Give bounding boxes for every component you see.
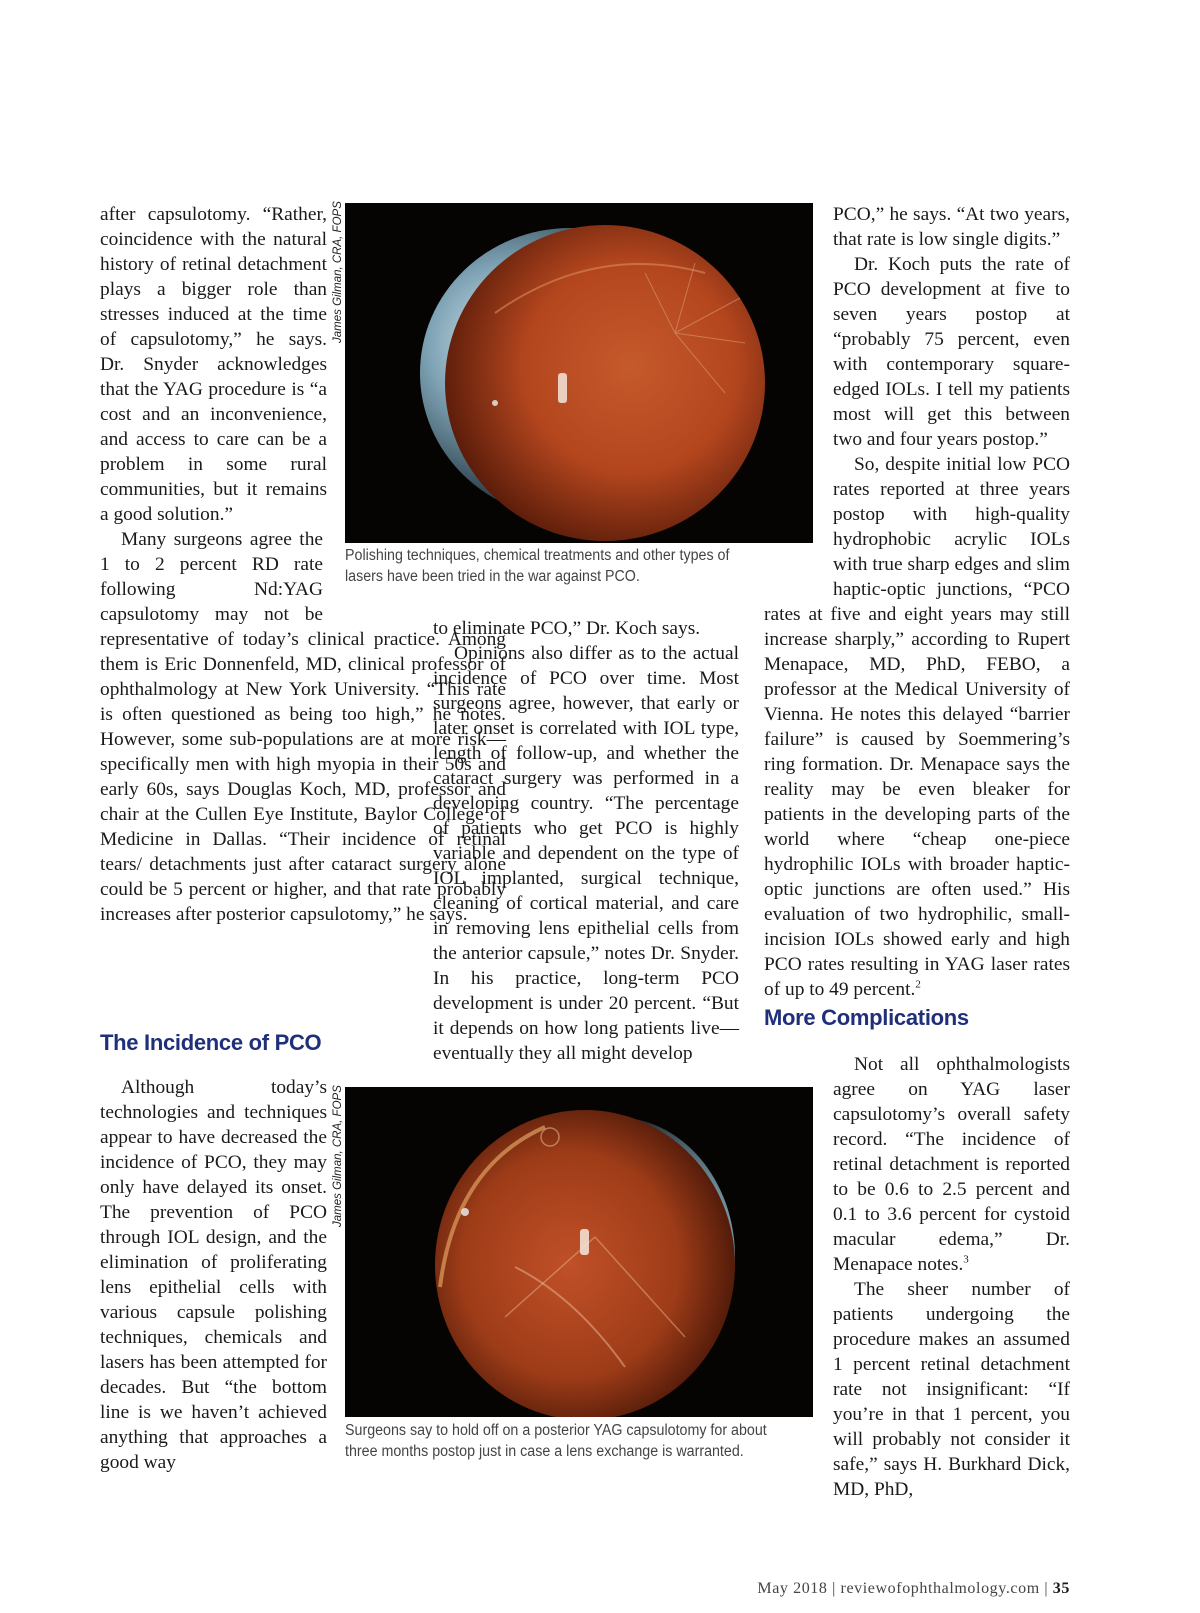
col3-paragraph-4 (833, 1052, 1070, 1277)
figure-1-caption (345, 545, 729, 587)
col2-paragraph-1: to eliminate PCO,” Dr. Koch says. (433, 618, 701, 639)
figure-1-credit: James Gilman, CRA, FOPS (332, 201, 344, 343)
figure-2-caption-line-1: Surgeons say to hold off on a posterior YAG capsulotomy for about (345, 1422, 767, 1439)
col2-paragraph-2: Opinions also differ as to the actual incidence of PCO over time. Most surgeons agree, however, that early or later onset is correlated with IOL type, length of follow-up, and whether the cataract surgery was performed in a developing country. “The percentage of patients who get PCO is highly variable and dependent on the type of IOL implanted, surgical technique, cleaning of cortical material, and care in removing lens epithelial cells from the anterior capsule,” notes Dr. Snyder. In his practice, long-term PCO development is under 20 percent. “But it depends on how long patients live—eventually they all might develop (433, 643, 739, 1064)
col3-paragraph-3-text: So, despite initial low PCO rates reported at three years postop with high-quality hydrophobic acrylic IOLs with true sharp edges and slim haptic-optic junctions, “PCO rates at five and eight years may still increase sharply,” according to Rupert Menapace, MD, PhD, FEBO, a professor at the Medical University of Vienna. He notes this delayed “barrier failure” is caused by Soemmering’s ring formation. Dr. Menapace says the reality may be even bleaker for patients in the developing parts of the world where “cheap one-piece hydrophilic IOLs with broader haptic-optic junctions are often used.” His evaluation of two hydrophilic, small-incision IOLs showed early and high PCO rates resulting in YAG laser rates of up to 49 percent. (764, 454, 1070, 1000)
figure-2-photo (345, 1087, 813, 1417)
col1-paragraph-1: after capsulotomy. “Rather, coincidence with the natural history of retinal detachment plays a bigger role than stresses induced at the time of capsulotomy,” he says. Dr. Snyder acknowledges that the YAG procedure is “a cost and an inconvenience, and access to care can be a problem in some rural communities, but it remains a good solution.” (100, 204, 327, 525)
figure-2-credit: James Gilman, CRA, FOPS (332, 1085, 344, 1227)
col3-paragraph-4-text: Not all ophthalmologists agree on YAG laser capsulotomy’s overall safety record. “The incidence of retinal detachment is reported to be 0.6 to 2.5 percent and 0.1 to 3.6 percent for cystoid macular edema,” Dr. Menapace notes. (833, 1054, 1070, 1275)
footer-separator-2: | (1044, 1580, 1053, 1597)
col3-block-b (833, 1052, 1070, 1502)
col1-paragraph-2: Many surgeons agree the 1 to 2 percent RD rate following Nd:YAG capsulotomy may not be representative of today’s clinical practice. Among them is Eric Donnenfeld, MD, clinical professor of ophthalmology at New York University. “This rate is often questioned as being too high,” he notes. However, some sub-populations are at more risk—specifically men with high myopia in their 50s and early 60s, says Douglas Koch, MD, professor and chair at the Cullen Eye Institute, Baylor College of Medicine in Dallas. “Their incidence of retinal tears/ detachments just after cataract surgery alone could be 5 percent or higher, and that rate probably increases after posterior capsulotomy,” he says. (100, 529, 506, 925)
reference-2: 2 (915, 978, 921, 991)
page-footer (757, 1580, 1070, 1598)
figure-2-fundus-image (345, 1087, 813, 1417)
col3-paragraph-1: PCO,” he says. “At two years, that rate is low single digits.” (833, 204, 1070, 250)
col1-block-a (100, 202, 327, 527)
section-heading-complications: More Complications (764, 1005, 969, 1030)
col1-block-c (100, 1075, 327, 1475)
figure-2-caption (345, 1420, 767, 1462)
col3-paragraph-5: The sheer number of patients undergoing the procedure makes an assumed 1 percent retinal detachment rate not insignificant: “If you’re in that 1 percent, you will probably not consider it safe,” says H. Burkhard Dick, MD, PhD, (833, 1279, 1070, 1500)
figure-1-caption-line-2: lasers have been tried in the war against PCO. (345, 568, 640, 585)
reference-3: 3 (963, 1253, 969, 1266)
footer-date: May 2018 (757, 1580, 828, 1597)
figure-2-caption-line-2: three months postop just in case a lens exchange is warranted. (345, 1443, 744, 1460)
col3-paragraph-2: Dr. Koch puts the rate of PCO development at five to seven years postop at “probably 75 percent, even with contemporary square-edged IOLs. I tell my patients most will get this between two and four years postop.” (833, 254, 1070, 450)
col1-paragraph-3: Although today’s technologies and techniques appear to have decreased the incidence of PCO, they may only have delayed its onset. The prevention of PCO through IOL design, and the elimination of proliferating lens epithelial cells with various capsule polishing techniques, chemicals and lasers has been attempted for decades. But “the bottom line is we haven’t achieved anything that approaches a good way (100, 1077, 327, 1473)
figure-1-photo (345, 203, 813, 543)
col2-block (433, 616, 739, 1066)
figure-1-caption-line-1: Polishing techniques, chemical treatments and other types of (345, 547, 730, 564)
footer-site: reviewofophthalmology.com (840, 1580, 1040, 1597)
figure-1-fundus-image (345, 203, 813, 543)
section-heading-incidence: The Incidence of PCO (100, 1030, 322, 1055)
page-number: 35 (1052, 1580, 1070, 1597)
footer-separator-1: | (832, 1580, 841, 1597)
